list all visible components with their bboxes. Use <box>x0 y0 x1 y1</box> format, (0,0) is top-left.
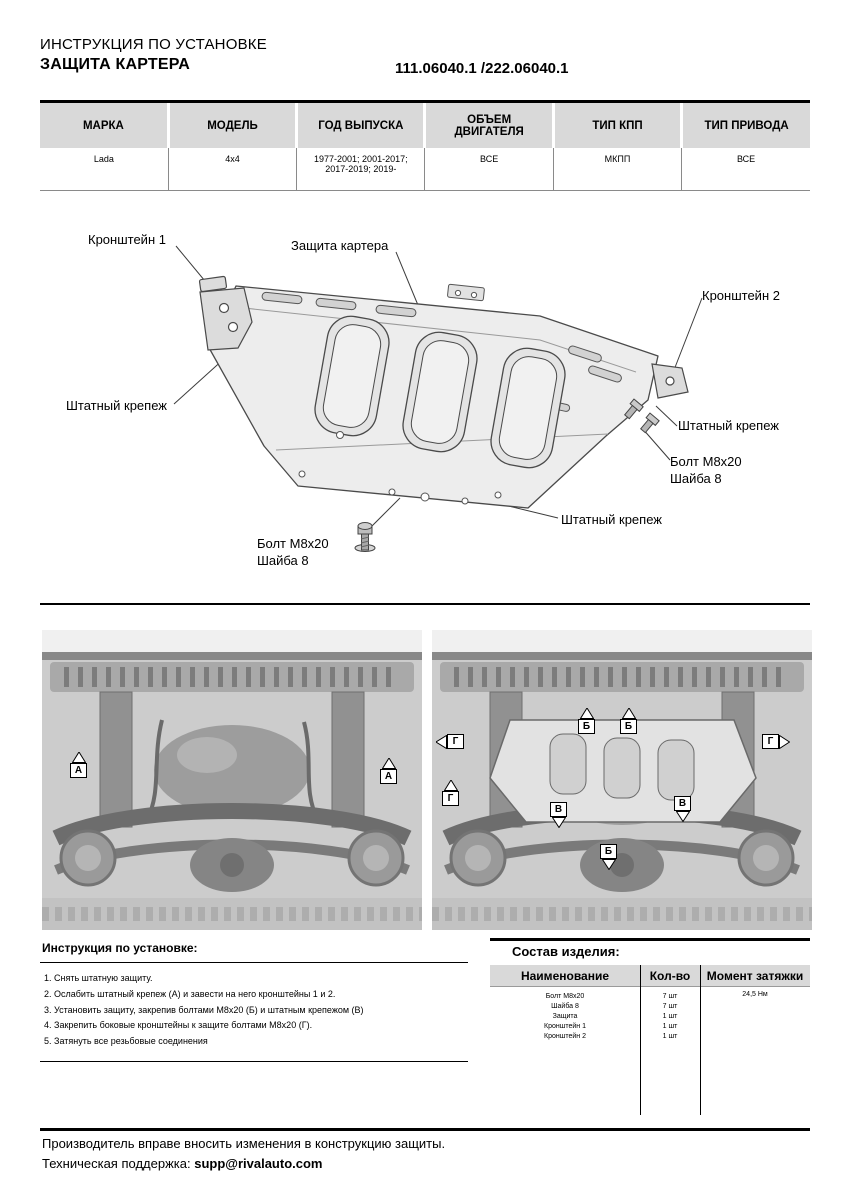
table-row <box>490 1011 810 1021</box>
marker-letter: В <box>674 796 691 811</box>
spec-value-model: 4x4 <box>168 148 296 190</box>
bolt-icon <box>355 523 375 552</box>
photo-marker-v2 <box>674 796 691 822</box>
diagram-skid-plate <box>40 230 810 595</box>
photo-marker-b2 <box>620 708 637 734</box>
arrow-down-icon <box>552 817 566 828</box>
table-row <box>490 1031 810 1041</box>
components-header-qty: Кол-во <box>649 968 691 983</box>
component-qty: 1 шт <box>662 1032 678 1040</box>
photo-before-install <box>42 630 422 930</box>
column-divider <box>640 965 641 1115</box>
spec-value-engine: ВСЕ <box>425 148 553 190</box>
photo-marker-b1 <box>578 708 595 734</box>
label-stock-fastener-left: Штатный крепеж <box>66 398 167 413</box>
components-title: Состав изделия: <box>512 944 620 959</box>
photo-marker-b3 <box>600 844 617 870</box>
component-qty: 7 шт <box>662 1002 678 1010</box>
section-divider <box>40 603 810 605</box>
page-title: ЗАЩИТА КАРТЕРА <box>40 56 190 73</box>
spec-header-gearbox: ТИП КПП <box>553 103 681 148</box>
spec-value-brand: Lada <box>40 148 168 190</box>
photo-marker-g2 <box>762 734 790 749</box>
instruction-step-4: 4. Закрепить боковые кронштейны к защите болтами М8х20 (Г). <box>44 1020 313 1031</box>
underbody-photo <box>42 630 422 930</box>
photo-marker-g3 <box>442 780 459 806</box>
label-bolt-right: Болт М8х20 <box>670 454 742 469</box>
photo-marker-a1 <box>70 752 87 778</box>
spec-value-year: 1977-2001; 2001-2017; 2017-2019; 2019- <box>297 148 425 190</box>
arrow-right-icon <box>779 735 790 749</box>
marker-letter: Г <box>762 734 779 749</box>
arrow-up-icon <box>622 708 636 719</box>
spec-header-year: ГОД ВЫПУСКА <box>297 103 425 148</box>
marker-letter: Б <box>578 719 595 734</box>
instructions-list <box>40 962 468 1062</box>
label-bolt-bottom: Болт М8х20 <box>257 536 329 551</box>
column-divider <box>700 965 701 1115</box>
arrow-up-icon <box>382 758 396 769</box>
marker-letter: Б <box>620 719 637 734</box>
component-name: Кронштейн 2 <box>544 1032 586 1040</box>
photo-marker-a2 <box>380 758 397 784</box>
doc-header <box>40 36 267 74</box>
arrow-down-icon <box>602 859 616 870</box>
arrow-down-icon <box>676 811 690 822</box>
label-washer-bottom: Шайба 8 <box>257 553 309 568</box>
component-qty: 7 шт <box>662 992 678 1000</box>
marker-letter: Б <box>600 844 617 859</box>
label-plate: Защита картера <box>291 238 389 253</box>
arrow-up-icon <box>72 752 86 763</box>
components-header-name: Наименование <box>520 968 610 983</box>
component-name: Болт М8х20 <box>545 992 585 1000</box>
spec-value-gearbox: МКПП <box>553 148 681 190</box>
instructions-title: Инструкция по установке: <box>42 941 198 955</box>
spec-table <box>40 103 810 191</box>
component-qty: 1 шт <box>662 1012 678 1020</box>
instruction-step-1: 1. Снять штатную защиту. <box>44 973 153 983</box>
footer-support <box>42 1156 322 1171</box>
label-washer-right: Шайба 8 <box>670 471 722 486</box>
components-divider <box>490 938 810 941</box>
label-bracket1: Кронштейн 1 <box>88 232 166 247</box>
arrow-up-icon <box>580 708 594 719</box>
spec-value-drive: ВСЕ <box>682 148 810 190</box>
instruction-step-3: 3. Установить защиту, закрепив болтами М8х20 (Б) и штатным крепежом (В) <box>44 1004 364 1015</box>
spec-header-model: МОДЕЛЬ <box>168 103 296 148</box>
components-header-torque: Момент затяжки <box>706 968 804 983</box>
label-bracket2: Кронштейн 2 <box>702 288 780 303</box>
marker-letter: А <box>70 763 87 778</box>
label-stock-fastener-bottom: Штатный крепеж <box>561 512 662 527</box>
components-table <box>490 965 810 1115</box>
photo-marker-v1 <box>550 802 567 828</box>
label-stock-fastener-right: Штатный крепеж <box>678 418 779 433</box>
bracket2-shape <box>652 364 688 398</box>
component-name: Защита <box>552 1012 578 1020</box>
doc-subtitle: ИНСТРУКЦИЯ ПО УСТАНОВКЕ <box>40 36 267 53</box>
photo-after-install <box>432 630 812 930</box>
part-numbers: 111.06040.1 /222.06040.1 <box>395 60 569 77</box>
component-qty: 1 шт <box>662 1022 678 1030</box>
components-header-row <box>490 965 810 987</box>
torque-value: 24,5 Нм <box>742 991 768 998</box>
footer-divider <box>40 1128 810 1131</box>
spec-header-drive: ТИП ПРИВОДА <box>682 103 810 148</box>
photo-marker-g1 <box>436 734 464 749</box>
support-email: supp@rivalauto.com <box>194 1156 323 1171</box>
arrow-left-icon <box>436 735 447 749</box>
support-label: Техническая поддержка: <box>42 1156 191 1171</box>
instruction-step-5: 5. Затянуть все резьбовые соединения <box>44 1036 208 1046</box>
marker-letter: Г <box>442 791 459 806</box>
instruction-step-2: 2. Ослабить штатный крепеж (А) и завести на него кронштейны 1 и 2. <box>44 988 336 999</box>
component-name: Кронштейн 1 <box>544 1022 586 1030</box>
marker-letter: В <box>550 802 567 817</box>
marker-letter: Г <box>447 734 464 749</box>
table-row <box>490 1021 810 1031</box>
spec-header-brand: МАРКА <box>40 103 168 148</box>
underbody-photo-with-plate <box>432 630 812 930</box>
table-row <box>490 1001 810 1011</box>
arrow-up-icon <box>444 780 458 791</box>
component-name: Шайба 8 <box>551 1002 579 1010</box>
marker-letter: А <box>380 769 397 784</box>
footer-disclaimer: Производитель вправе вносить изменения в конструкцию защиты. <box>42 1136 446 1151</box>
spec-header-engine: ОБЪЕМ ДВИГАТЕЛЯ <box>425 103 553 148</box>
